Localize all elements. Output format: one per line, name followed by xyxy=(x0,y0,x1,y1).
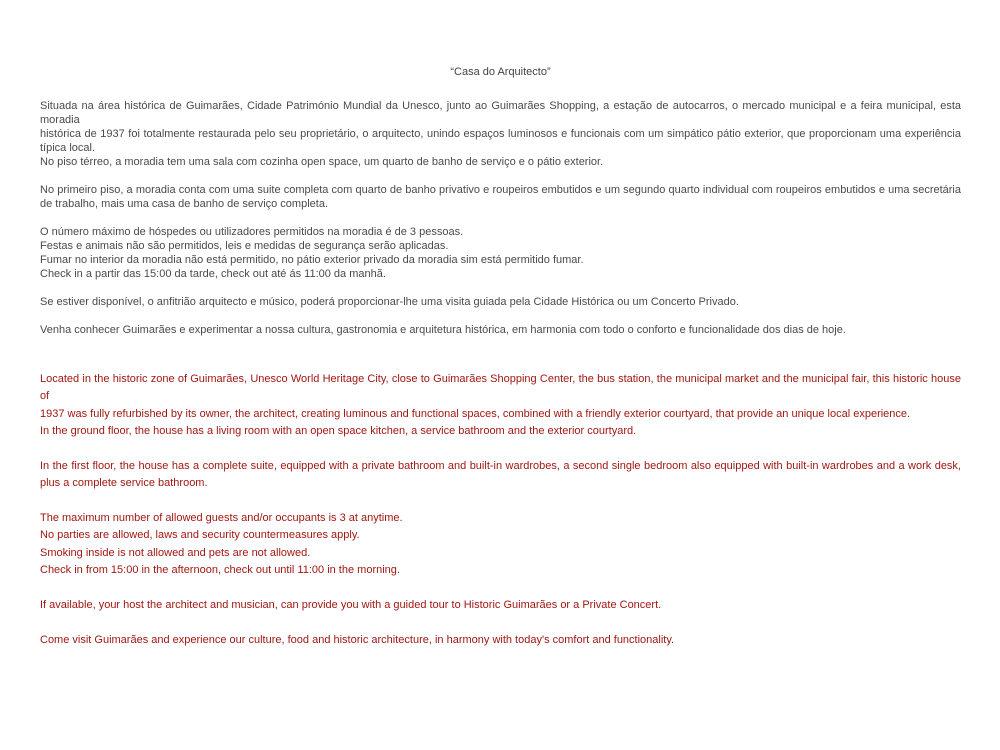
en-rule-line: Smoking inside is not allowed and pets are not allowed. xyxy=(40,546,311,559)
en-house-rules xyxy=(40,510,961,579)
en-first-floor-line: In the first floor, the house has a complete suite, equipped with a private bathroom and built-in wardrobes, a second single bedroom also equipped with built-in wardrobes and a work desk, xyxy=(40,460,961,472)
pt-location-line: típica local. xyxy=(40,142,96,154)
en-ground-floor-line: In the ground floor, the house has a living room with an open space kitchen, a service bathroom and the exterior courtyard. xyxy=(40,425,637,437)
en-rule-line: The maximum number of allowed guests and/or occupants is 3 at anytime. xyxy=(40,512,403,524)
pt-first-floor-line: No primeiro piso, a moradia conta com uma suite completa com quarto de banho privativo e roupeiros embutidos e um segundo quarto individual com roupeiros embutidos e uma secretária xyxy=(40,184,961,196)
pt-host-tour-paragraph xyxy=(40,295,961,309)
pt-rule-line: O número máximo de hóspedes ou utilizadores permitidos na moradia é de 3 pessoas. xyxy=(40,226,464,238)
pt-first-floor-paragraph xyxy=(40,183,961,211)
en-closing-paragraph xyxy=(40,632,961,649)
pt-house-rules xyxy=(40,225,961,281)
pt-closing-paragraph xyxy=(40,323,961,337)
pt-location-line: Situada na área histórica de Guimarães, Cidade Património Mundial da Unesco, junto ao Guimarães Shopping, a estação de autocarros, o mercado municipal e a feira municipal, esta moradia xyxy=(40,100,961,126)
en-first-floor-line: plus a complete service bathroom. xyxy=(40,477,208,490)
page-title: “Casa do Arquitecto” xyxy=(450,66,551,78)
en-host-tour-paragraph xyxy=(40,597,961,614)
pt-first-floor-line: de trabalho, mais uma casa de banho de serviço completa. xyxy=(40,198,328,210)
pt-host-tour-line: Se estiver disponível, o anfitrião arquitecto e músico, poderá proporcionar-lhe uma visita guiada pela Cidade Histórica ou um Concerto Privado. xyxy=(40,296,739,308)
pt-rule-line: Festas e animais não são permitidos, leis e medidas de segurança serão aplicadas. xyxy=(40,240,449,252)
pt-ground-floor-paragraph xyxy=(40,155,961,169)
en-closing-line: Come visit Guimarães and experience our culture, food and historic architecture, in harmony with today's comfort and functionality. xyxy=(40,634,675,646)
pt-ground-floor-line: No piso térreo, a moradia tem uma sala com cozinha open space, um quarto de banho de serviço e o pátio exterior. xyxy=(40,156,604,168)
pt-closing-line: Venha conhecer Guimarães e experimentar a nossa cultura, gastronomia e arquitetura histórica, em harmonia com todo o conforto e funcionalidade dos dias de hoje. xyxy=(40,324,846,336)
en-host-tour-line: If available, your host the architect and musician, can provide you with a guided tour to Historic Guimarães or a Private Concert. xyxy=(40,599,662,611)
en-ground-floor-paragraph xyxy=(40,423,961,440)
en-rule-line: Check in from 15:00 in the afternoon, check out until 11:00 in the morning. xyxy=(40,563,400,576)
en-location-line: 1937 was fully refurbished by its owner, the architect, creating luminous and functional spaces, combined with a friendly exterior courtyard, that provide an unique local experience. xyxy=(40,407,911,420)
en-location-line: Located in the historic zone of Guimarães, Unesco World Heritage City, close to Guimarães Shopping Center, the bus station, the municipal market and the municipal fair, this historic house of xyxy=(40,373,961,403)
en-location-paragraph xyxy=(40,371,961,423)
pt-location-line: histórica de 1937 foi totalmente restaurada pelo seu proprietário, o arquitecto, unindo espaços luminosos e funcionais com um simpático pátio exterior, que proporcionam uma experiência xyxy=(40,128,961,140)
pt-rule-line: Check in a partir das 15:00 da tarde, check out até ás 11:00 da manhã. xyxy=(40,268,386,280)
pt-rule-line: Fumar no interior da moradia não está permitido, no pátio exterior privado da moradia sim está permitido fumar. xyxy=(40,254,584,266)
en-first-floor-paragraph xyxy=(40,458,961,493)
en-rule-line: No parties are allowed, laws and security countermeasures apply. xyxy=(40,529,360,542)
pt-location-paragraph xyxy=(40,99,961,155)
